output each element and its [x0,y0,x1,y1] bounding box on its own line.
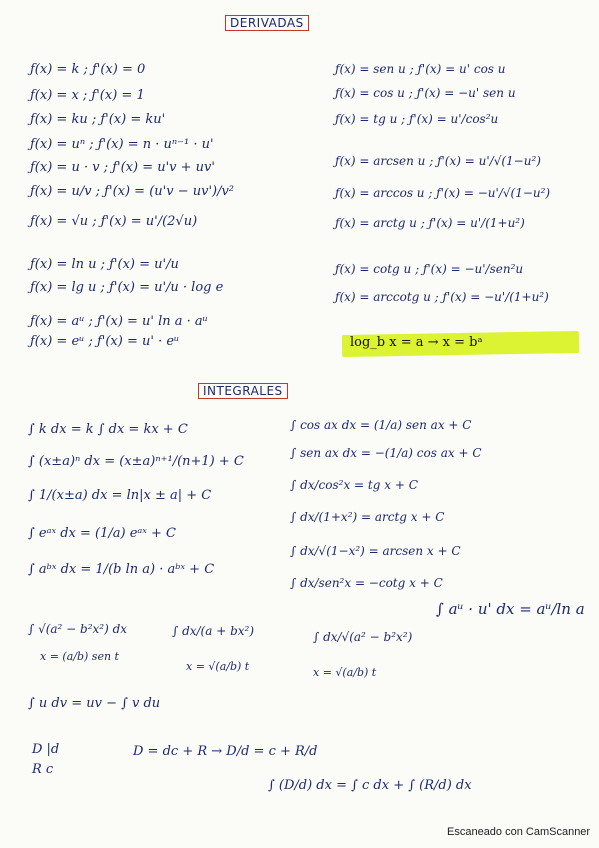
derivada-x: ƒ(x) = x ; ƒ'(x) = 1 [30,88,145,103]
integral-power: ∫ (x±a)ⁿ dx = (x±a)ⁿ⁺¹/(n+1) + C [28,454,244,469]
sub-change-2: x = √(a/b) t [186,660,250,673]
division-integral: ∫ (D/d) dx = ∫ c dx + ∫ (R/d) dx [268,778,472,793]
derivada-e-u: ƒ(x) = eᵘ ; ƒ'(x) = u' · eᵘ [30,334,180,349]
integral-sec2: ∫ dx/cos²x = tg x + C [290,478,418,492]
derivada-tg-u: ƒ(x) = tg u ; ƒ'(x) = u'/cos²u [335,112,499,126]
division-scheme-bottom: R c [32,762,54,777]
integral-arctg: ∫ dx/(1+x²) = arctg x + C [290,510,445,524]
derivada-cotg-u: ƒ(x) = cotg u ; ƒ'(x) = −u'/sen²u [335,262,524,276]
integral-cos: ∫ cos ax dx = (1/a) sen ax + C [290,418,472,432]
scanner-footer: Escaneado con CamScanner [447,826,591,838]
integral-csc2: ∫ dx/sen²x = −cotg x + C [290,576,443,590]
derivada-ku: ƒ(x) = ku ; ƒ'(x) = ku' [30,112,166,127]
integral-sen: ∫ sen ax dx = −(1/a) cos ax + C [290,446,482,460]
derivada-u-over-v: ƒ(x) = u/v ; ƒ'(x) = (u'v − uv')/v² [30,184,235,199]
integration-by-parts: ∫ u dv = uv − ∫ v du [28,696,161,711]
integral-exp: ∫ eᵃˣ dx = (1/a) eᵃˣ + C [28,526,177,541]
integral-a-u: ∫ aᵘ · u' dx = aᵘ/ln a [436,600,585,618]
derivada-a-u: ƒ(x) = aᵘ ; ƒ'(x) = u' ln a · aᵘ [30,314,208,329]
derivada-un: ƒ(x) = uⁿ ; ƒ'(x) = n · uⁿ⁻¹ · u' [30,137,214,152]
derivadas-title [225,12,309,31]
derivada-uv: ƒ(x) = u · v ; ƒ'(x) = u'v + uv' [30,160,215,175]
integrales-heading: INTEGRALES [198,383,288,399]
derivada-arcsen-u: ƒ(x) = arcsen u ; ƒ'(x) = u'/√(1−u²) [335,154,541,168]
derivada-sen-u: ƒ(x) = sen u ; ƒ'(x) = u' cos u [335,62,506,76]
derivada-ln-u: ƒ(x) = ln u ; ƒ'(x) = u'/u [30,257,179,272]
sub-change-3: x = √(a/b) t [313,666,377,679]
division-scheme-top: D |d [32,742,60,757]
derivada-sqrt-u: ƒ(x) = √u ; ƒ'(x) = u'/(2√u) [30,214,198,229]
sub-integral-2: ∫ dx/(a + bx²) [172,624,255,638]
integral-a-bx: ∫ aᵇˣ dx = 1/(b ln a) · aᵇˣ + C [28,562,215,577]
derivada-arccotg-u: ƒ(x) = arccotg u ; ƒ'(x) = −u'/(1+u²) [335,290,549,304]
integral-arcsen: ∫ dx/√(1−x²) = arcsen x + C [290,544,461,558]
derivada-cos-u: ƒ(x) = cos u ; ƒ'(x) = −u' sen u [335,86,516,100]
show-through-text [372,10,375,21]
derivadas-heading: DERIVADAS [225,15,309,31]
derivada-arctg-u: ƒ(x) = arctg u ; ƒ'(x) = u'/(1+u²) [335,216,525,230]
derivada-lg-u: ƒ(x) = lg u ; ƒ'(x) = u'/u · log e [30,280,224,295]
derivada-k: ƒ(x) = k ; ƒ'(x) = 0 [30,62,146,77]
integral-k: ∫ k dx = k ∫ dx = kx + C [28,422,188,437]
derivada-arccos-u: ƒ(x) = arccos u ; ƒ'(x) = −u'/√(1−u²) [335,186,551,200]
sub-integral-1: ∫ √(a² − b²x²) dx [28,622,128,636]
division-identity: D = dc + R → D/d = c + R/d [133,744,318,759]
sub-change-1: x = (a/b) sen t [40,650,119,663]
integrales-title [198,380,288,399]
sub-integral-3: ∫ dx/√(a² − b²x²) [313,630,413,644]
integral-ln: ∫ 1/(x±a) dx = ln|x ± a| + C [28,488,212,503]
log-definition: log_b x = a → x = bᵃ [350,335,483,350]
